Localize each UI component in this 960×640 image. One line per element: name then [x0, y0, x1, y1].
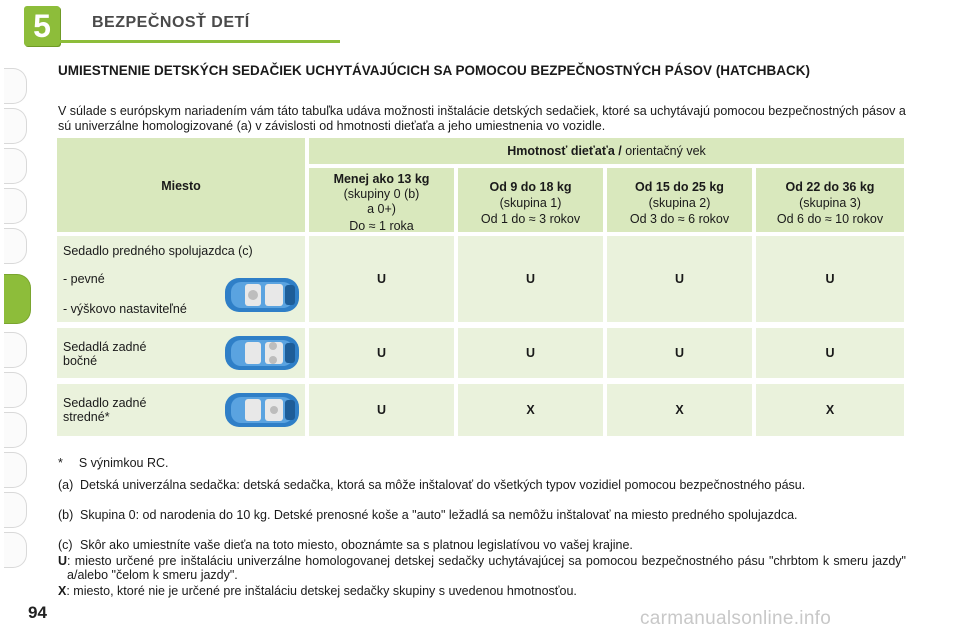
group-label: (skupiny 0 (b) [343, 187, 420, 201]
place-line: bočné [63, 354, 98, 368]
chapter-tab [4, 372, 27, 408]
group-header [309, 168, 454, 232]
chapter-tab [4, 532, 27, 568]
place-line: - pevné [63, 272, 105, 286]
note-label: (c) [58, 538, 73, 552]
note-text: Detská univerzálna sedačka: detská sedačka, ktorá sa môže inštalovať do všetkých typov vozidiel pomocou bezpečnostného pásu. [80, 478, 806, 492]
weight-header-cell [309, 138, 904, 164]
chapter-tab [4, 68, 27, 104]
footnote-c [58, 538, 906, 552]
note-text: S výnimkou RC. [78, 456, 169, 470]
section-title: UMIESTNENIE DETSKÝCH SEDAČIEK UCHYTÁVAJÚCICH SA POMOCOU BEZPEČNOSTNÝCH PÁSOV (HATCHBACK) [58, 63, 811, 78]
place-line: Sedadlo predného spolujazdca (c) [63, 244, 253, 258]
legend-text: : miesto, ktoré nie je určené pre inštaláciu detskej sedačky skupiny s uvedenou hmotnosťou. [66, 584, 577, 598]
chapter-tab [4, 492, 27, 528]
chapter-number: 5 [24, 6, 60, 46]
value-cell: U [756, 236, 904, 322]
place-header-cell [57, 138, 305, 232]
group-label: (skupina 1) [499, 196, 562, 210]
place-line: Sedadlo zadné [63, 396, 147, 410]
group-header [607, 168, 752, 232]
intro-paragraph: V súlade s európskym nariadením vám táto tabuľka udáva možnosti inštalácie detských sedačiek, ktoré sa uchytávajú pomocou bezpečnostných pásov a sú univerzálne homologizované (a) v závislosti od hmotnosti dieťaťa a jeho umiestnenia vo vozidle. [58, 104, 906, 133]
chapter-tab [4, 228, 27, 264]
header-rule [60, 40, 340, 43]
footnote-a [58, 478, 906, 492]
place-line: Sedadlá zadné [63, 340, 147, 354]
legend-u [58, 554, 906, 582]
chapter-tab [4, 148, 27, 184]
car-top-view-icon [223, 390, 301, 430]
place-line: stredné* [63, 410, 110, 424]
chapter-tab [4, 188, 27, 224]
group-weight: Od 15 do 25 kg [635, 180, 724, 194]
group-header [756, 168, 904, 232]
car-top-view-icon [223, 333, 301, 373]
page-number: 94 [28, 603, 47, 622]
place-line: - výškovo nastaviteľné [63, 302, 187, 316]
group-label: a 0+) [367, 202, 396, 216]
legend-x [58, 584, 906, 598]
value-cell: U [756, 328, 904, 378]
chapter-tab-active [4, 274, 31, 324]
value-cell: U [458, 328, 603, 378]
value-cell: X [756, 384, 904, 436]
group-age: Od 6 do ≈ 10 rokov [776, 212, 884, 226]
chapter-tab [4, 332, 27, 368]
value-cell: U [458, 236, 603, 322]
chapter-tab [4, 412, 27, 448]
watermark: carmanualsonline.info [640, 608, 832, 629]
car-top-view-icon [223, 275, 301, 315]
group-label: (skupina 2) [648, 196, 711, 210]
group-weight: Od 22 do 36 kg [785, 180, 875, 194]
note-text: Skupina 0: od narodenia do 10 kg. Detské prenosné koše a "auto" ležadlá sa nemôžu inštalovať na miesto predného spolujazdca. [80, 508, 798, 522]
group-label: (skupina 3) [799, 196, 861, 210]
value-cell: U [309, 384, 454, 436]
group-age: Od 3 do ≈ 6 rokov [629, 212, 730, 226]
weight-header-bold: Hmotnosť dieťaťa / [507, 144, 622, 158]
group-age: Od 1 do ≈ 3 rokov [480, 212, 581, 226]
legend-label: U [58, 554, 68, 568]
note-label: (b) [58, 508, 74, 522]
value-cell: X [458, 384, 603, 436]
group-weight: Od 9 do 18 kg [489, 180, 572, 194]
place-header: Miesto [161, 179, 201, 193]
chapter-title: BEZPEČNOSŤ DETÍ [92, 14, 250, 31]
value-cell: U [607, 236, 752, 322]
note-text: Skôr ako umiestníte vaše dieťa na toto miesto, oboznámte sa s platnou legislatívou vo vašej krajine. [80, 538, 633, 552]
group-weight: Menej ako 13 kg [333, 172, 430, 186]
value-cell: U [309, 236, 454, 322]
weight-header-normal: orientačný vek [621, 144, 706, 158]
footnote-star [58, 456, 906, 470]
footnote-b [58, 508, 906, 522]
value-cell: U [607, 328, 752, 378]
value-cell: U [309, 328, 454, 378]
group-header [458, 168, 603, 232]
legend-text: : miesto určené pre inštaláciu univerzálne homologovanej detskej sedačky uchytávajúcej sa pomocou bezpečnostného pásu "chrbtom k smeru jazdy" a/alebo "čelom k smeru jazdy". [67, 554, 906, 582]
chapter-tab-rail [0, 60, 38, 580]
value-cell: X [607, 384, 752, 436]
group-age: Do ≈ 1 roka [349, 219, 414, 233]
note-label: * [58, 456, 63, 470]
note-label: (a) [58, 478, 74, 492]
legend-label: X [58, 584, 67, 598]
chapter-tab [4, 108, 27, 144]
chapter-tab [4, 452, 27, 488]
